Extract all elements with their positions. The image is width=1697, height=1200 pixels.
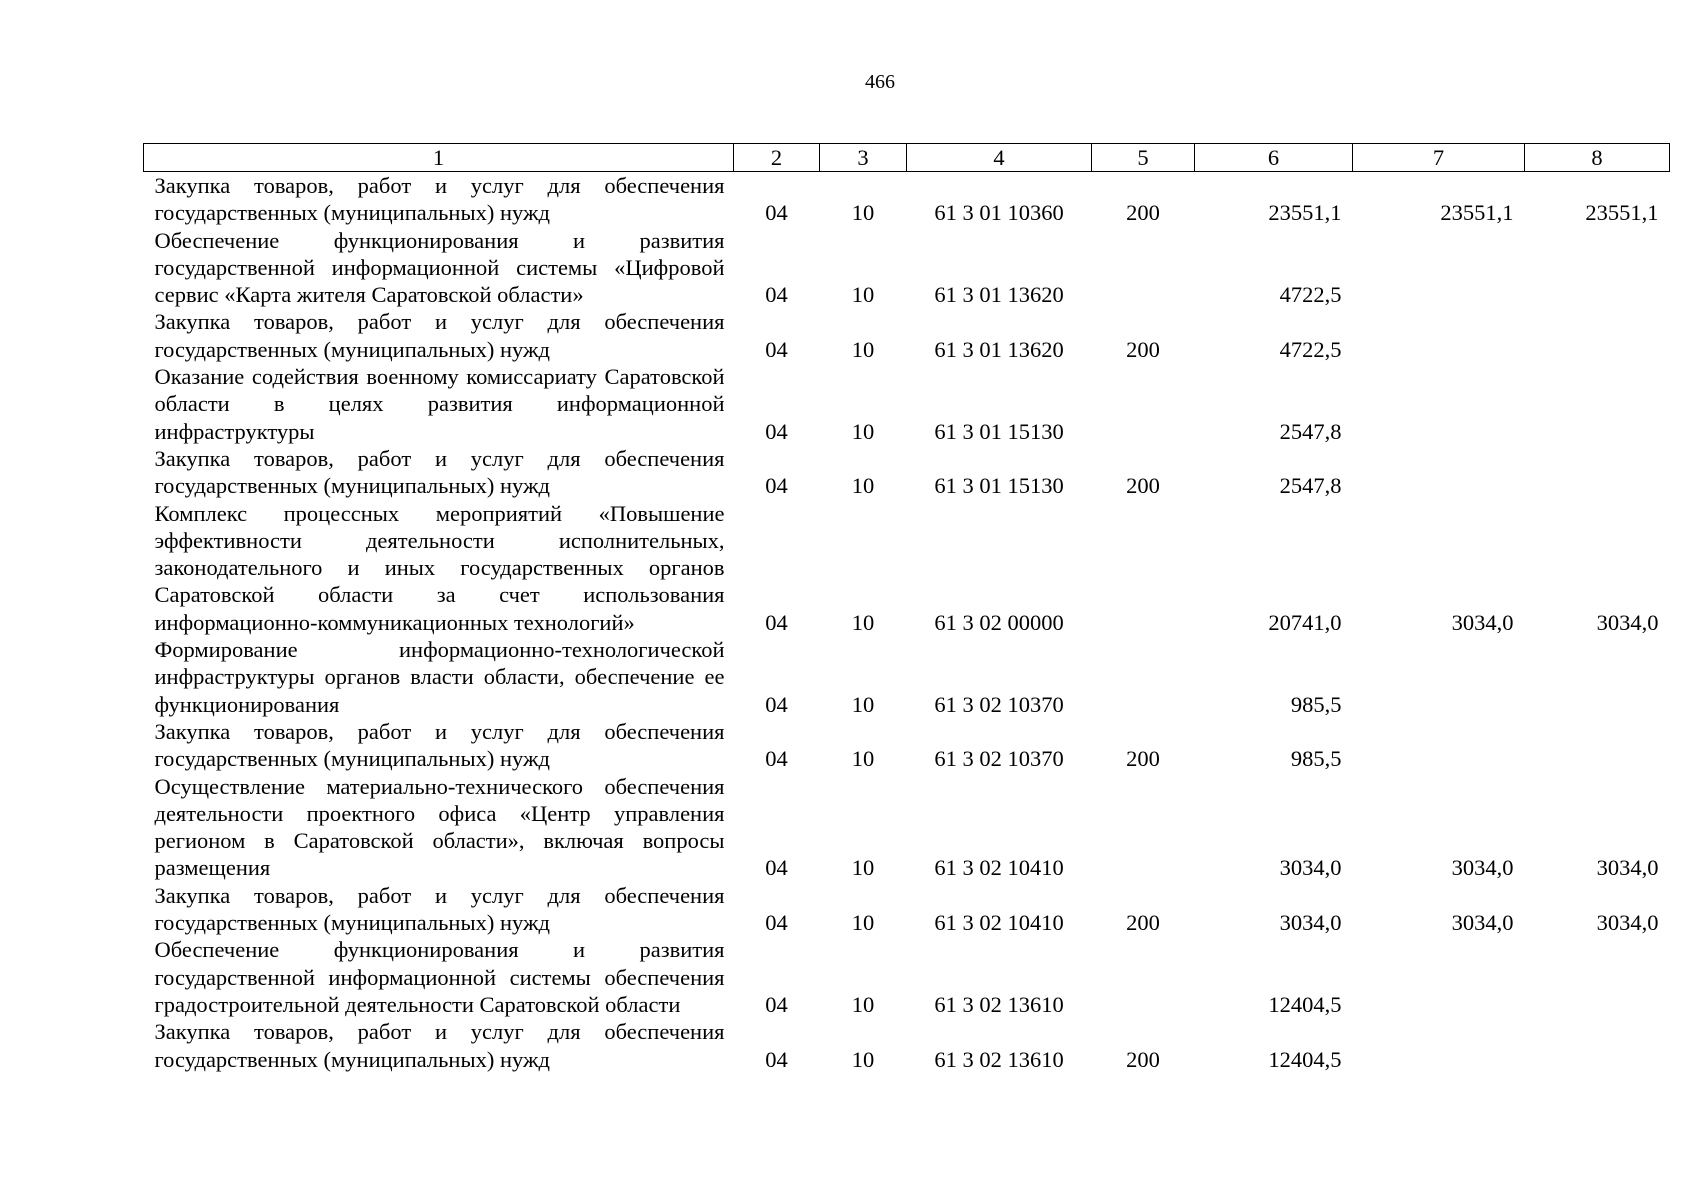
amount-year-3 [1525,1018,1670,1073]
amount-year-2: 3034,0 [1451,910,1514,936]
table-row [144,936,1670,1018]
column-number-header-row [144,144,1670,172]
table-row [144,718,1670,773]
amount-year-1: 20741,0 [1268,609,1342,635]
amount-year-2 [1353,718,1525,773]
target-article-code: 61 3 01 15130 [934,418,1064,444]
amount-year-1: 12404,5 [1268,991,1342,1017]
section-code: 04 [765,991,788,1017]
amount-year-2: 3034,0 [1451,609,1514,635]
section-code: 04 [765,910,788,936]
subsection-code: 10 [851,418,875,444]
amount-year-3 [1525,936,1670,1018]
amount-year-3: 3034,0 [1596,855,1659,881]
amount-year-2 [1353,936,1525,1018]
expense-type-code [1092,227,1195,309]
amount-year-2 [1353,363,1525,445]
amount-year-1: 2547,8 [1279,473,1342,499]
table-row [144,227,1670,309]
section-code: 04 [765,1046,788,1072]
subsection-code: 10 [851,336,875,362]
budget-table [143,143,1670,1073]
amount-year-1: 4722,5 [1279,336,1342,362]
subsection-code: 10 [851,991,875,1017]
target-article-code: 61 3 02 10410 [934,910,1064,936]
amount-year-1: 3034,0 [1279,855,1342,881]
section-code: 04 [765,691,788,717]
page-number: 466 [865,71,895,93]
table-row [144,1018,1670,1073]
table-row [144,445,1670,500]
subsection-code: 10 [851,1046,875,1072]
amount-year-1: 4722,5 [1279,282,1342,308]
row-description: Обеспечение функционирования и развития государственной информационной системы обеспечения градостроительной деятельности Саратовской области [154,937,725,1017]
column-header: 2 [734,144,820,172]
amount-year-1: 23551,1 [1268,200,1342,226]
section-code: 04 [765,473,788,499]
amount-year-2 [1353,445,1525,500]
expense-type-code [1092,500,1195,636]
row-description: Закупка товаров, работ и услуг для обеспечения государственных (муниципальных) нужд [154,1019,725,1072]
table-row [144,882,1670,937]
amount-year-1: 3034,0 [1279,910,1342,936]
row-description: Оказание содействия военному комиссариату Саратовской области в целях развития информационной инфраструктуры [154,364,725,444]
row-description: Закупка товаров, работ и услуг для обеспечения государственных (муниципальных) нужд [154,173,725,226]
target-article-code: 61 3 02 13610 [934,1046,1064,1072]
amount-year-2: 3034,0 [1451,855,1514,881]
amount-year-3 [1525,308,1670,363]
amount-year-3: 3034,0 [1596,609,1659,635]
amount-year-3 [1525,363,1670,445]
section-code: 04 [765,200,788,226]
target-article-code: 61 3 01 15130 [934,473,1064,499]
target-article-code: 61 3 01 13620 [934,282,1064,308]
expense-type-code: 200 [1126,746,1160,772]
expense-type-code: 200 [1126,200,1160,226]
subsection-code: 10 [851,609,875,635]
column-header: 5 [1092,144,1195,172]
table-row [144,363,1670,445]
column-header: 4 [907,144,1092,172]
subsection-code: 10 [851,282,875,308]
amount-year-3: 3034,0 [1596,910,1659,936]
expense-type-code: 200 [1126,910,1160,936]
table-body [144,172,1670,1073]
amount-year-3: 23551,1 [1585,200,1659,226]
row-description: Закупка товаров, работ и услуг для обеспечения государственных (муниципальных) нужд [154,882,725,936]
column-header: 1 [144,144,734,172]
subsection-code: 10 [851,855,875,881]
amount-year-2 [1353,1018,1525,1073]
expense-type-code [1092,773,1195,882]
subsection-code: 10 [851,691,875,717]
target-article-code: 61 3 02 00000 [934,609,1064,635]
column-header: 3 [820,144,907,172]
amount-year-1: 12404,5 [1268,1046,1342,1072]
expense-type-code [1092,363,1195,445]
amount-year-1: 985,5 [1290,746,1342,772]
row-description: Формирование информационно-технологической инфраструктуры органов власти области, обеспечение ее функционирования [154,637,725,717]
section-code: 04 [765,609,788,635]
table-row [144,172,1670,227]
amount-year-3 [1525,718,1670,773]
section-code: 04 [765,855,788,881]
row-description: Осуществление материально-технического обеспечения деятельности проектного офиса «Центр управления регионом в Саратовской области», включая вопросы размещения [154,773,725,881]
amount-year-2 [1353,636,1525,718]
target-article-code: 61 3 02 10410 [934,855,1064,881]
subsection-code: 10 [851,200,875,226]
subsection-code: 10 [851,473,875,499]
table-row [144,500,1670,636]
table-row [144,308,1670,363]
amount-year-1: 2547,8 [1279,418,1342,444]
amount-year-3 [1525,445,1670,500]
target-article-code: 61 3 02 10370 [934,691,1064,717]
amount-year-2: 23551,1 [1440,200,1514,226]
subsection-code: 10 [851,910,875,936]
target-article-code: 61 3 02 10370 [934,746,1064,772]
table-row [144,773,1670,882]
expense-type-code: 200 [1126,336,1160,362]
expense-type-code [1092,636,1195,718]
expense-type-code: 200 [1126,1046,1160,1072]
column-header: 7 [1353,144,1525,172]
row-description: Закупка товаров, работ и услуг для обеспечения государственных (муниципальных) нужд [154,445,725,499]
section-code: 04 [765,336,788,362]
row-description: Комплекс процессных мероприятий «Повышение эффективности деятельности исполнительных, законодательного и иных государственных органов Саратовской области за счет использования информационно-коммуникационных технологий» [154,500,725,635]
column-header: 8 [1525,144,1670,172]
row-description: Закупка товаров, работ и услуг для обеспечения государственных (муниципальных) нужд [154,718,725,772]
amount-year-2 [1353,227,1525,309]
target-article-code: 61 3 02 13610 [934,991,1064,1017]
expense-type-code: 200 [1126,473,1160,499]
amount-year-3 [1525,227,1670,309]
section-code: 04 [765,746,788,772]
amount-year-3 [1525,636,1670,718]
table-row [144,636,1670,718]
amount-year-2 [1353,308,1525,363]
section-code: 04 [765,282,788,308]
target-article-code: 61 3 01 13620 [934,336,1064,362]
column-header: 6 [1195,144,1353,172]
section-code: 04 [765,418,788,444]
row-description: Обеспечение функционирования и развития государственной информационной системы «Цифровой сервис «Карта жителя Саратовской области» [154,227,725,308]
expense-type-code [1092,936,1195,1018]
row-description: Закупка товаров, работ и услуг для обеспечения государственных (муниципальных) нужд [154,309,725,362]
subsection-code: 10 [851,746,875,772]
amount-year-1: 985,5 [1290,691,1342,717]
target-article-code: 61 3 01 10360 [934,200,1064,226]
